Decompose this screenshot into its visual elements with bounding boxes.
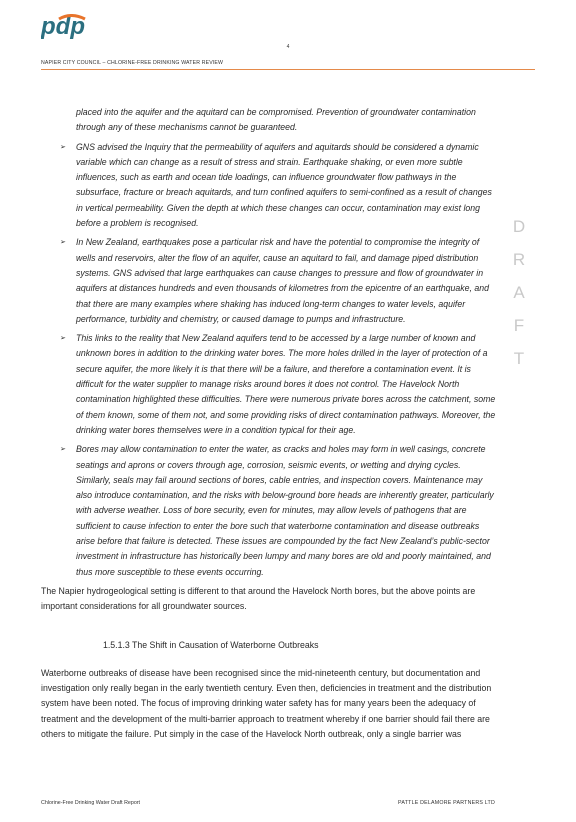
watermark-letter: D [512,217,526,236]
bullet-text: Bores may allow contamination to enter the water, as cracks and holes may form in well casings, concrete seatings and aprons or covers through age, corrosion, seismic events, or wetting and drying cycles. Similarly, seals may fail around sections of bores, cable entries, and inspection covers. Maintenance may also introduce contamination, and the risks with below-ground bore heads are inherently greater, particularly with adverse weather. Loss of bore security, even for minutes, may allow levels of pathogens that are sufficient to cause infection to enter the bore such that waterborne contamination and disease outbreaks arise before that failure is detected. These issues are compounded by the fact New Zealand’s public-sector investment in infrastructure has historically been lumpy and many bores are old and poorly maintained, and thus more susceptible to these events occurring. [76,444,494,577]
footer-company: PATTLE DELAMORE PARTNERS LTD [398,800,495,806]
bullet-item [41,235,496,327]
header-divider [41,69,535,70]
document-body [41,105,496,742]
watermark-letter: F [513,316,525,335]
bullet-arrow-icon: ➢ [60,239,66,247]
logo-text: pdp [41,14,85,40]
footer-report-title: Chlorine-Free Drinking Water Draft Report [41,800,141,806]
bullet-text: This links to the reality that New Zealand aquifers tend to be accessed by a large number of known and unknown bores in addition to the drinking water bores. The more holes drilled in the layer of protection of a secure aquifer, the more likely it is that there will be a failure, and therefore a contamination event. It is difficult for the water supplier to manage risks around bores it does not control. The Havelock North contamination highlighted these difficulties. There were numerous private bores across the catchment, some of them known, some of them not, and some providing risks of direct contamination pathways. Moreover, the drinking water bores themselves were in a condition typical for their age. [76,333,496,435]
page-number: 4 [286,44,290,50]
watermark-letter: A [513,283,525,302]
bullet-arrow-icon: ➢ [60,446,66,454]
bullet-text: In New Zealand, earthquakes pose a particular risk and have the potential to compromise the integrity of wells and reservoirs, alter the flow of an aquifer, cause an aquitard to fail, and damage piped distribution systems. GNS advised that large earthquakes can cause changes to pressure and flow of groundwater in aquifers at distances hundreds and even thousands of kilometres from the epicentre of an earthquake, and that there are many examples where shaking has induced long-term changes to water levels, aquifer performance, turbidity and chemistry, or caused damage to pumps and infrastructure. [76,237,489,324]
bullet-text: GNS advised the Inquiry that the permeability of aquifers and aquitards should be considered a dynamic variable which can change as a result of stress and strain. Earthquake shaking, or even more subtle influences, such as earth and ocean tide loadings, can influence groundwater flow pathways in the subsurface, fracture or breach aquitards, and turn confined aquifers to semi-confined as a result of changes in vertical permeability. Given the depth at which these changes can occur, contamination may exist long before a problem is recognised. [76,141,492,229]
bullet-arrow-icon: ➢ [60,143,66,151]
bullet-item [41,442,496,580]
pdp-logo [41,14,113,40]
body-paragraph: Waterborne outbreaks of disease have been recognised since the mid-nineteenth century, but documentation and investigation only really began in the early twentieth century. Even then, deficiencies in treatment and the distribution system have been noted. The focus of improving drinking water safety has for many years been the adequacy of treatment and the development of the multi-barrier approach to treatment whereby if one barrier should fail there are others to mitigate the failure. Put simply in the case of the Havelock North outbreak, only a single barrier was [41,667,492,739]
bullet-item [41,331,496,438]
draft-watermark [509,210,529,375]
watermark-letter: R [512,250,526,269]
continued-paragraph: placed into the aquifer and the aquitard can be compromised. Prevention of groundwater contamination through any of these mechanisms cannot be guaranteed. [76,107,476,133]
running-title: NAPIER CITY COUNCIL – CHLORINE-FREE DRINKING WATER REVIEW [41,60,224,66]
section-heading: 1.5.1.3 The Shift in Causation of Waterborne Outbreaks [103,639,319,650]
body-paragraph: The Napier hydrogeological setting is different to that around the Havelock North bores, but the above points are important considerations for all groundwater sources. [41,585,476,612]
bullet-item [41,140,496,232]
bullet-arrow-icon: ➢ [60,335,66,343]
watermark-letter: T [513,349,525,368]
